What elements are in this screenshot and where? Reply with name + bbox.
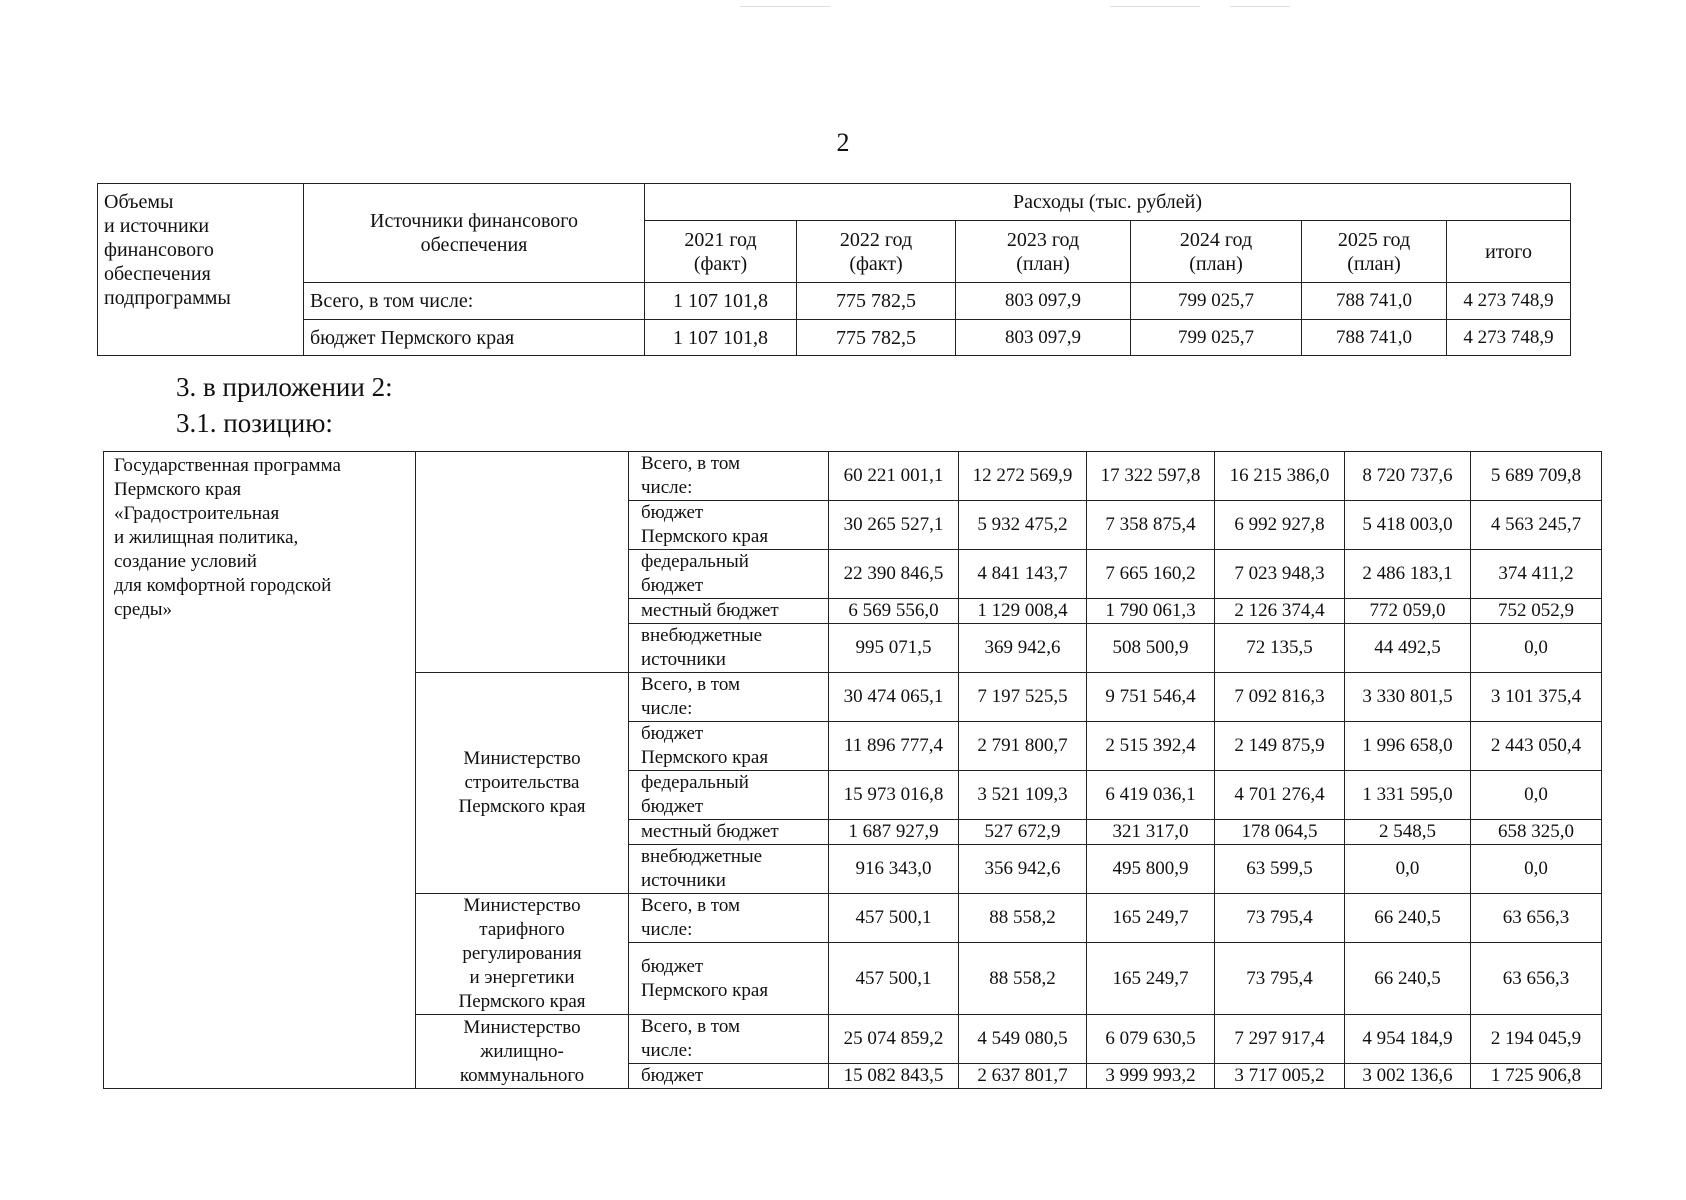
- cell-value: 1 790 061,3: [1087, 599, 1215, 624]
- cell-value: 2 791 800,7: [959, 722, 1087, 771]
- cell-value: 1 687 927,9: [829, 820, 959, 845]
- cell-value: 1 107 101,8: [645, 283, 797, 320]
- cell-value: 4 841 143,7: [959, 550, 1087, 599]
- cell-value: 2 443 050,4: [1471, 722, 1602, 771]
- cell-value: 457 500,1: [829, 894, 959, 943]
- table-row: [104, 452, 1602, 501]
- funding-source: Всего, в том числе:: [629, 452, 829, 501]
- cell-value: 2 548,5: [1345, 820, 1471, 845]
- cell-value: 658 325,0: [1471, 820, 1602, 845]
- cell-value: 7 197 525,5: [959, 673, 1087, 722]
- cell-value: 63 656,3: [1471, 943, 1602, 1015]
- cell-value: 0,0: [1471, 771, 1602, 820]
- cell-value: 1 129 008,4: [959, 599, 1087, 624]
- cell-value: 374 411,2: [1471, 550, 1602, 599]
- cell-value: 3 101 375,4: [1471, 673, 1602, 722]
- cell-value: 25 074 859,2: [829, 1015, 959, 1064]
- page-number: 2: [836, 128, 850, 157]
- cell-value: 6 079 630,5: [1087, 1015, 1215, 1064]
- cell-value: 178 064,5: [1215, 820, 1345, 845]
- cell-value: 788 741,0: [1302, 283, 1447, 320]
- cell-value: 799 025,7: [1131, 320, 1302, 356]
- cell-value: 775 782,5: [797, 320, 956, 356]
- funding-source: федеральный бюджет: [629, 550, 829, 599]
- cell-value: 916 343,0: [829, 845, 959, 894]
- cell-value: 73 795,4: [1215, 894, 1345, 943]
- cell-value: 4 273 748,9: [1447, 320, 1571, 356]
- cell-value: 7 297 917,4: [1215, 1015, 1345, 1064]
- source-header: Источники финансового обеспечения: [304, 184, 645, 283]
- funding-source: внебюджетные источники: [629, 624, 829, 673]
- cell-value: 7 665 160,2: [1087, 550, 1215, 599]
- cell-value: 88 558,2: [959, 894, 1087, 943]
- program-name: Государственная программа Пермского края «Градостроительная и жилищная политика, создание условий для комфортной городской среды»: [104, 452, 416, 1089]
- cell-value: 30 265 527,1: [829, 501, 959, 550]
- cell-value: 527 672,9: [959, 820, 1087, 845]
- cell-value: 2 486 183,1: [1345, 550, 1471, 599]
- cell-value: 788 741,0: [1302, 320, 1447, 356]
- cell-value: 72 135,5: [1215, 624, 1345, 673]
- funding-source: федеральный бюджет: [629, 771, 829, 820]
- cell-value: 63 599,5: [1215, 845, 1345, 894]
- cell-value: 5 418 003,0: [1345, 501, 1471, 550]
- cell-value: 63 656,3: [1471, 894, 1602, 943]
- cell-value: 7 358 875,4: [1087, 501, 1215, 550]
- expenses-header: Расходы (тыс. рублей): [645, 184, 1571, 221]
- cell-value: 0,0: [1471, 845, 1602, 894]
- cell-value: 495 800,9: [1087, 845, 1215, 894]
- cell-value: 30 474 065,1: [829, 673, 959, 722]
- row-label: бюджет Пермского края: [304, 320, 645, 356]
- year-header: 2022 год (факт): [797, 221, 956, 283]
- cell-value: 0,0: [1345, 845, 1471, 894]
- cell-value: 3 717 005,2: [1215, 1064, 1345, 1089]
- cell-value: 803 097,9: [956, 320, 1131, 356]
- funding-source: бюджет: [629, 1064, 829, 1089]
- cell-value: 88 558,2: [959, 943, 1087, 1015]
- cell-value: 15 973 016,8: [829, 771, 959, 820]
- cell-value: 3 521 109,3: [959, 771, 1087, 820]
- cell-value: 2 515 392,4: [1087, 722, 1215, 771]
- cell-value: 165 249,7: [1087, 943, 1215, 1015]
- cell-value: 0,0: [1471, 624, 1602, 673]
- cell-value: 2 637 801,7: [959, 1064, 1087, 1089]
- ministry-name: [416, 452, 629, 673]
- section-heading: 3. в приложении 2:: [176, 372, 393, 402]
- cell-value: 752 052,9: [1471, 599, 1602, 624]
- cell-value: 7 023 948,3: [1215, 550, 1345, 599]
- cell-value: 66 240,5: [1345, 943, 1471, 1015]
- year-header: 2025 год (план): [1302, 221, 1447, 283]
- table-row: [98, 320, 1571, 356]
- cell-value: 4 549 080,5: [959, 1015, 1087, 1064]
- funding-source: Всего, в том числе:: [629, 1015, 829, 1064]
- cell-value: 4 273 748,9: [1447, 283, 1571, 320]
- cell-value: 2 194 045,9: [1471, 1015, 1602, 1064]
- funding-source: Всего, в том числе:: [629, 894, 829, 943]
- cell-value: 2 126 374,4: [1215, 599, 1345, 624]
- cell-value: 73 795,4: [1215, 943, 1345, 1015]
- cell-value: 508 500,9: [1087, 624, 1215, 673]
- funding-source: местный бюджет: [629, 820, 829, 845]
- cell-value: 775 782,5: [797, 283, 956, 320]
- cell-value: 66 240,5: [1345, 894, 1471, 943]
- ministry-name: Министерство жилищно- коммунального: [416, 1015, 629, 1089]
- cell-value: 16 215 386,0: [1215, 452, 1345, 501]
- cell-value: 1 725 906,8: [1471, 1064, 1602, 1089]
- cell-value: 5 689 709,8: [1471, 452, 1602, 501]
- cell-value: 369 942,6: [959, 624, 1087, 673]
- cell-value: 2 149 875,9: [1215, 722, 1345, 771]
- cell-value: 3 002 136,6: [1345, 1064, 1471, 1089]
- cell-value: 4 954 184,9: [1345, 1015, 1471, 1064]
- cell-value: 17 322 597,8: [1087, 452, 1215, 501]
- cell-value: 3 999 993,2: [1087, 1064, 1215, 1089]
- cell-value: 995 071,5: [829, 624, 959, 673]
- cell-value: 4 701 276,4: [1215, 771, 1345, 820]
- funding-source: бюджет Пермского края: [629, 943, 829, 1015]
- cell-value: 1 331 595,0: [1345, 771, 1471, 820]
- program-financing-table: [103, 451, 1602, 1089]
- cell-value: 799 025,7: [1131, 283, 1302, 320]
- subprogram-financing-table: [97, 183, 1571, 356]
- year-header: 2023 год (план): [956, 221, 1131, 283]
- funding-source: Всего, в том числе:: [629, 673, 829, 722]
- cell-value: 6 569 556,0: [829, 599, 959, 624]
- section-subheading: 3.1. позицию:: [176, 408, 333, 438]
- cell-value: 772 059,0: [1345, 599, 1471, 624]
- cell-value: 44 492,5: [1345, 624, 1471, 673]
- cell-value: 165 249,7: [1087, 894, 1215, 943]
- cell-value: 60 221 001,1: [829, 452, 959, 501]
- table-row: [98, 283, 1571, 320]
- row-label: Всего, в том числе:: [304, 283, 645, 320]
- cell-value: 356 942,6: [959, 845, 1087, 894]
- cell-value: 5 932 475,2: [959, 501, 1087, 550]
- year-header: 2024 год (план): [1131, 221, 1302, 283]
- cell-value: 11 896 777,4: [829, 722, 959, 771]
- funding-source: внебюджетные источники: [629, 845, 829, 894]
- funding-source: бюджет Пермского края: [629, 501, 829, 550]
- funding-source: бюджет Пермского края: [629, 722, 829, 771]
- ministry-name: Министерство тарифного регулирования и энергетики Пермского края: [416, 894, 629, 1015]
- funding-source: местный бюджет: [629, 599, 829, 624]
- cell-value: 1 107 101,8: [645, 320, 797, 356]
- cell-value: 6 419 036,1: [1087, 771, 1215, 820]
- cell-value: 9 751 546,4: [1087, 673, 1215, 722]
- cell-value: 3 330 801,5: [1345, 673, 1471, 722]
- cell-value: 457 500,1: [829, 943, 959, 1015]
- cell-value: 7 092 816,3: [1215, 673, 1345, 722]
- cell-value: 803 097,9: [956, 283, 1131, 320]
- cell-value: 22 390 846,5: [829, 550, 959, 599]
- cell-value: 4 563 245,7: [1471, 501, 1602, 550]
- cell-value: 12 272 569,9: [959, 452, 1087, 501]
- cell-value: 8 720 737,6: [1345, 452, 1471, 501]
- year-header: 2021 год (факт): [645, 221, 797, 283]
- cell-value: 321 317,0: [1087, 820, 1215, 845]
- cell-value: 15 082 843,5: [829, 1064, 959, 1089]
- cell-value: 1 996 658,0: [1345, 722, 1471, 771]
- ministry-name: Министерство строительства Пермского края: [416, 673, 629, 894]
- cell-value: 6 992 927,8: [1215, 501, 1345, 550]
- total-header: итого: [1447, 221, 1571, 283]
- financing-volume-label: Объемы и источники финансового обеспечения подпрограммы: [98, 184, 304, 356]
